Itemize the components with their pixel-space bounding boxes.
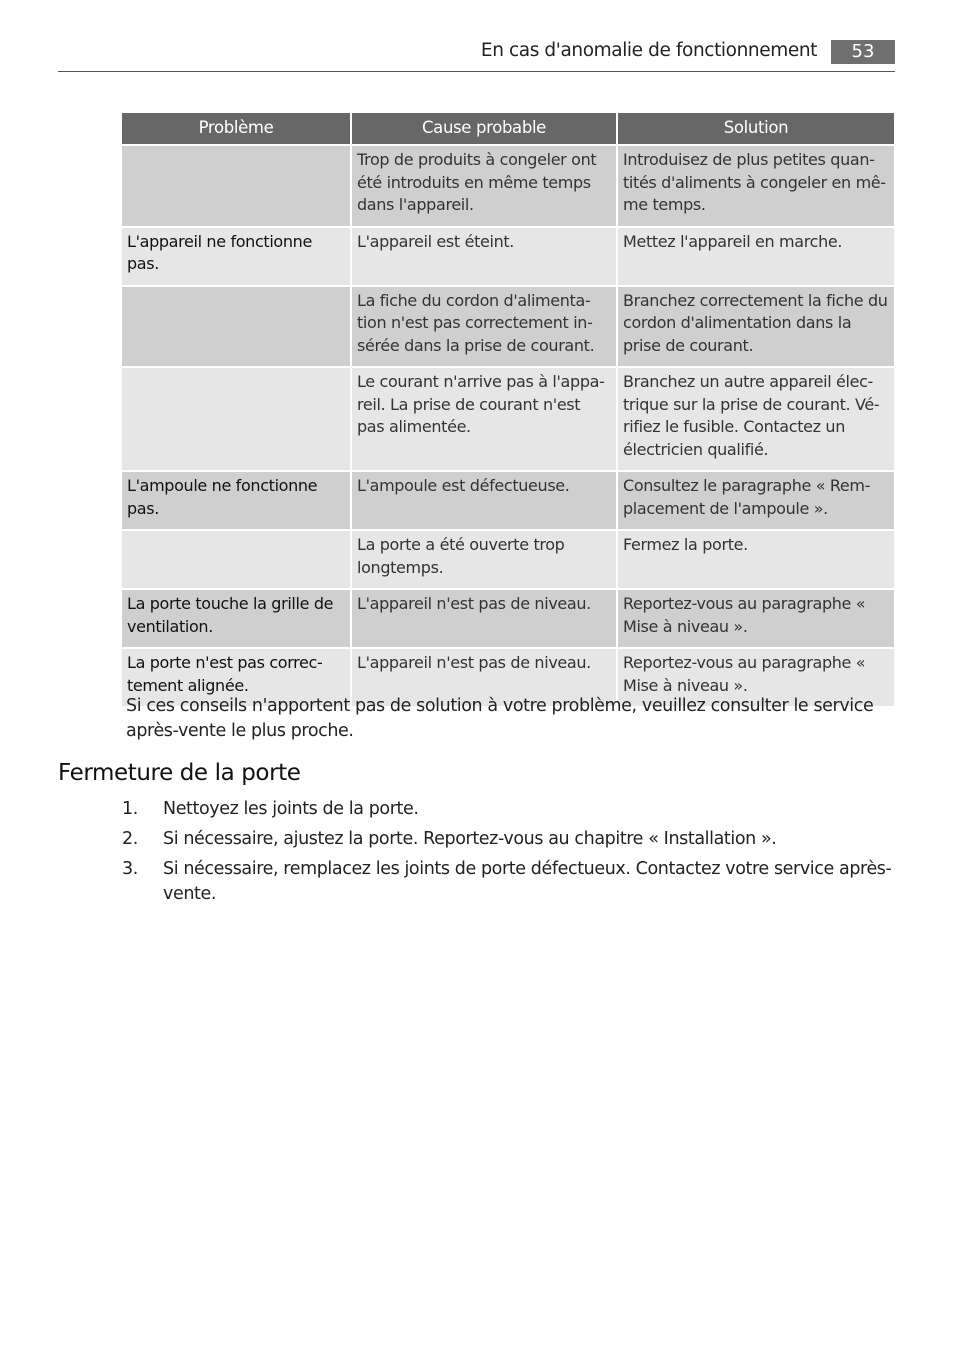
cause-cell: Trop de produits à congeler ont été introduits en même temps dans l'appareil. [352,146,616,226]
header-title: En cas d'anomalie de fonctionnement [480,40,817,61]
page-header [58,38,895,72]
problem-cell: La porte n'est pas correc-tement alignée. [122,649,350,706]
table-row [122,368,894,470]
solution-cell: Mettez l'appareil en marche. [618,228,894,285]
problem-cell [122,368,350,470]
cause-cell: La porte a été ouverte trop longtemps. [352,531,616,588]
solution-cell: Fermez la porte. [618,531,894,588]
troubleshooting-table [120,111,896,708]
problem-cell [122,146,350,226]
table-row [122,531,894,588]
column-header-cause: Cause probable [352,113,616,144]
cause-cell: L'appareil n'est pas de niveau. [352,590,616,647]
advice-note: Si ces conseils n'apportent pas de solution à votre problème, veuillez consulter le service après-vente le plus proche. [126,696,874,741]
cause-cell: Le courant n'arrive pas à l'appa-reil. La prise de courant n'est pas alimentée. [352,368,616,470]
problem-cell: La porte touche la grille de ventilation. [122,590,350,647]
table-row [122,287,894,367]
step-number: 2. [122,829,138,849]
cause-cell: La fiche du cordon d'alimenta-tion n'est pas correctement in-sérée dans la prise de courant. [352,287,616,367]
problem-cell [122,287,350,367]
step-text: Nettoyez les joints de la porte. [163,799,419,819]
page-number: 53 [831,40,895,64]
table-row [122,228,894,285]
table-header-row [122,113,894,144]
step-text: Si nécessaire, ajustez la porte. Reportez-vous au chapitre « Installation ». [163,829,777,849]
steps-list [122,797,892,912]
cause-cell: L'appareil n'est pas de niveau. [352,649,616,706]
solution-cell: Introduisez de plus petites quan-tités d'aliments à congeler en mê-me temps. [618,146,894,226]
problem-cell [122,531,350,588]
list-item [122,857,892,907]
solution-cell: Reportez-vous au paragraphe « Mise à niveau ». [618,649,894,706]
problem-cell: L'appareil ne fonctionne pas. [122,228,350,285]
solution-cell: Branchez un autre appareil élec-trique sur la prise de courant. Vé-rifiez le fusible. Contactez un électricien qualifié. [618,368,894,470]
column-header-problem: Problème [122,113,350,144]
solution-cell: Branchez correctement la fiche du cordon d'alimentation dans la prise de courant. [618,287,894,367]
list-item [122,827,892,852]
table-row [122,472,894,529]
step-text: Si nécessaire, remplacez les joints de porte défectueux. Contactez votre service après-vente. [163,859,892,904]
section-title: Fermeture de la porte [58,760,301,786]
solution-cell: Consultez le paragraphe « Rem-placement de l'ampoule ». [618,472,894,529]
problem-cell: L'ampoule ne fonctionne pas. [122,472,350,529]
table-row [122,590,894,647]
step-number: 1. [122,799,138,819]
cause-cell: L'appareil est éteint. [352,228,616,285]
cause-cell: L'ampoule est défectueuse. [352,472,616,529]
list-item [122,797,892,822]
solution-cell: Reportez-vous au paragraphe « Mise à niveau ». [618,590,894,647]
column-header-solution: Solution [618,113,894,144]
table-row [122,146,894,226]
step-number: 3. [122,859,138,879]
